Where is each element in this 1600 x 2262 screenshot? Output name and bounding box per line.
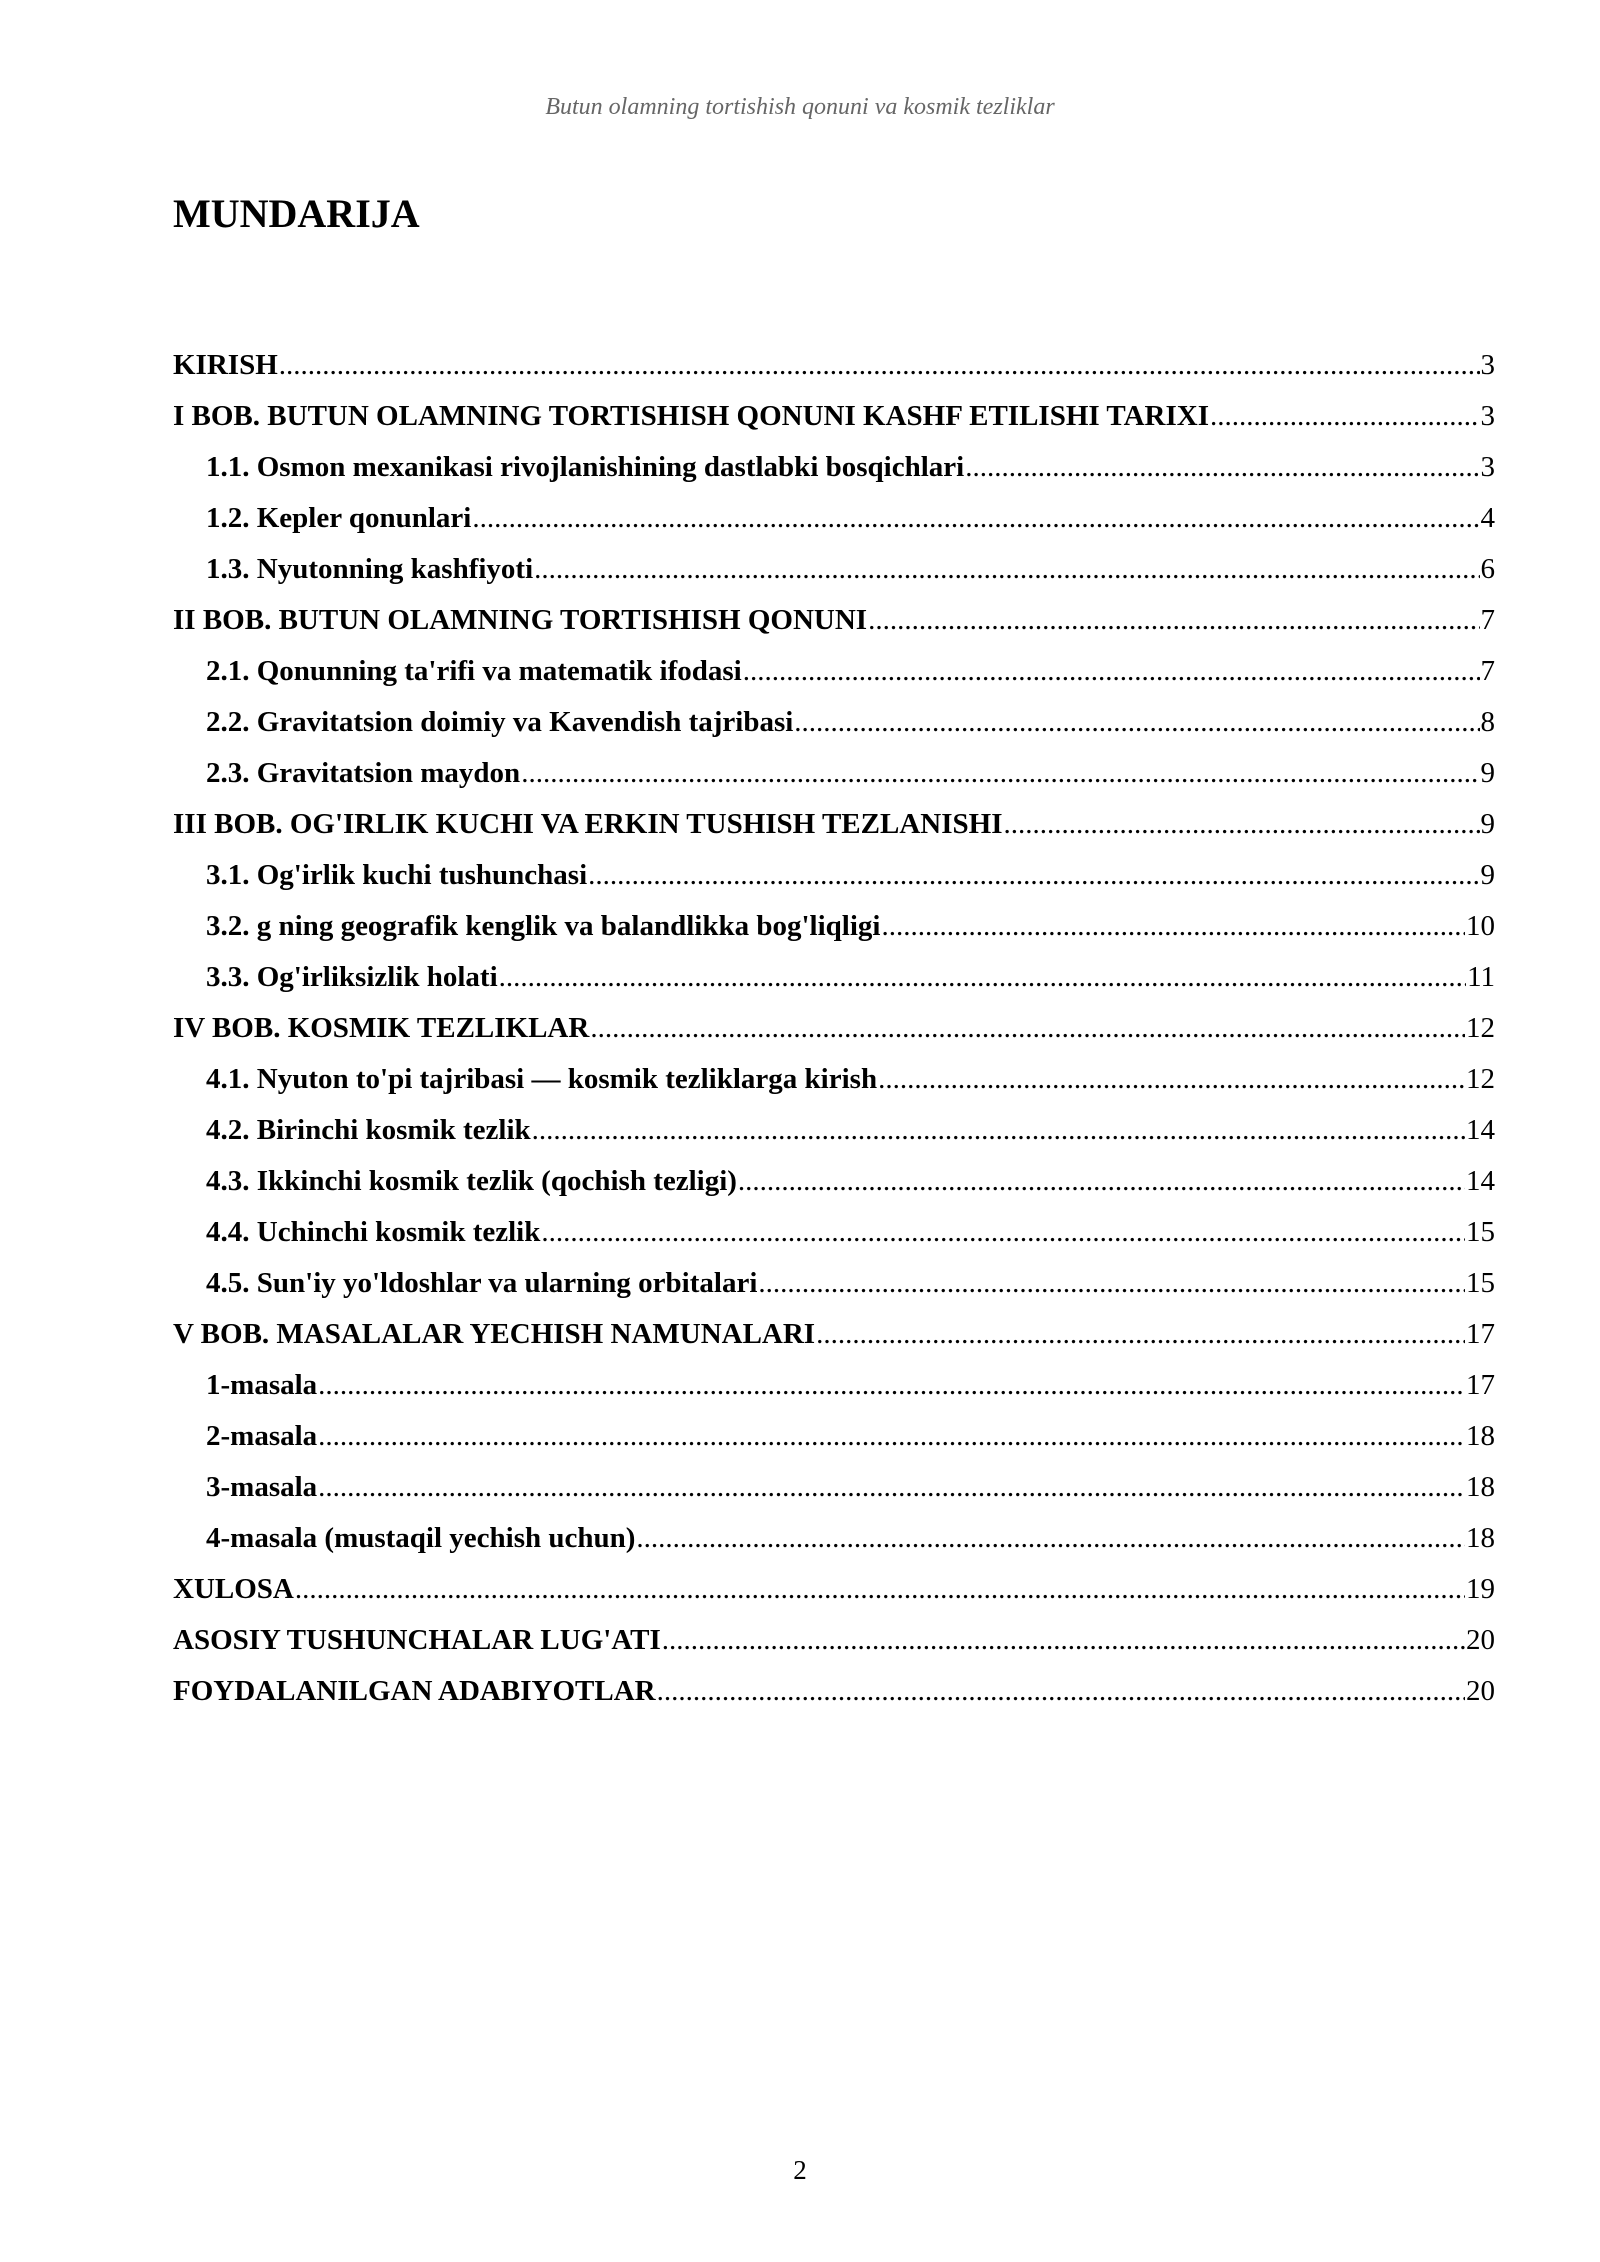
toc-entry-page: 7 [1480,655,1495,687]
toc-entry[interactable] [173,1097,1495,1148]
toc-dot-leader [1210,398,1480,434]
toc-entry-title: 2.2. Gravitatsion doimiy va Kavendish tajribasi [206,706,794,738]
toc-entry[interactable] [173,1454,1495,1505]
toc-dot-leader [295,1571,1465,1607]
toc-entry-title: 4.1. Nyuton to'pi tajribasi — kosmik tezliklarga kirish [206,1063,878,1095]
table-of-contents [173,332,1495,1709]
toc-entry-title: ASOSIY TUSHUNCHALAR LUG'ATI [173,1624,661,1656]
toc-entry[interactable] [173,995,1495,1046]
toc-entry-title: FOYDALANILGAN ADABIYOTLAR [173,1675,656,1707]
toc-entry-title: III BOB. OG'IRLIK KUCHI VA ERKIN TUSHISH TEZLANISHI [173,808,1003,840]
toc-entry-page: 17 [1466,1318,1495,1350]
toc-entry-title: 2-masala [206,1420,318,1452]
toc-entry[interactable] [173,1250,1495,1301]
toc-dot-leader [279,347,1480,383]
toc-entry[interactable] [173,1148,1495,1199]
toc-entry-page: 18 [1466,1522,1495,1554]
toc-dot-leader [521,755,1479,791]
toc-entry-page: 20 [1466,1624,1495,1656]
toc-dot-leader [1003,806,1479,842]
toc-entry-page: 9 [1480,859,1495,891]
toc-dot-leader [318,1469,1465,1505]
toc-entry-page: 14 [1466,1165,1495,1197]
toc-entry-page: 18 [1466,1471,1495,1503]
toc-entry-page: 14 [1466,1114,1495,1146]
toc-entry-page: 3 [1480,349,1495,381]
toc-entry-page: 6 [1480,553,1495,585]
running-header: Butun olamning tortishish qonuni va kosmik tezliklar [545,94,1055,120]
toc-entry-page: 3 [1480,451,1495,483]
toc-entry-page: 9 [1480,757,1495,789]
toc-entry[interactable] [173,1505,1495,1556]
toc-entry[interactable] [173,1301,1495,1352]
toc-entry-title: 3.2. g ning geografik kenglik va balandlikka bog'liqligi [206,910,881,942]
toc-dot-leader [881,908,1465,944]
toc-dot-leader [590,1010,1465,1046]
toc-dot-leader [868,602,1479,638]
toc-dot-leader [541,1214,1465,1250]
toc-dot-leader [472,500,1479,536]
toc-dot-leader [318,1418,1465,1454]
toc-entry-page: 10 [1466,910,1495,942]
toc-entry-page: 12 [1466,1012,1495,1044]
toc-entry-page: 15 [1466,1216,1495,1248]
toc-dot-leader [534,551,1479,587]
toc-entry-title: 4.2. Birinchi kosmik tezlik [206,1114,531,1146]
toc-entry[interactable] [173,791,1495,842]
toc-entry[interactable] [173,1199,1495,1250]
toc-entry-page: 9 [1480,808,1495,840]
toc-entry-title: 3.1. Og'irlik kuchi tushunchasi [206,859,588,891]
toc-entry[interactable] [173,1046,1495,1097]
toc-entry-title: KIRISH [173,349,278,381]
toc-entry[interactable] [173,434,1495,485]
toc-dot-leader [657,1673,1465,1709]
toc-entry[interactable] [173,944,1495,995]
toc-entry-page: 4 [1480,502,1495,534]
toc-entry[interactable] [173,638,1495,689]
toc-dot-leader [758,1265,1465,1301]
toc-entry[interactable] [173,1607,1495,1658]
toc-entry-title: 1.3. Nyutonning kashfiyoti [206,553,534,585]
toc-entry-page: 15 [1466,1267,1495,1299]
toc-entry[interactable] [173,893,1495,944]
toc-entry[interactable] [173,536,1495,587]
toc-entry[interactable] [173,740,1495,791]
toc-dot-leader [816,1316,1465,1352]
toc-entry[interactable] [173,332,1495,383]
toc-dot-leader [662,1622,1465,1658]
toc-entry-title: 3.3. Og'irliksizlik holati [206,961,498,993]
toc-entry-title: 4.3. Ikkinchi kosmik tezlik (qochish tezligi) [206,1165,737,1197]
toc-entry[interactable] [173,587,1495,638]
toc-entry[interactable] [173,1352,1495,1403]
page-number: 2 [793,2155,807,2185]
toc-entry[interactable] [173,1556,1495,1607]
toc-dot-leader [965,449,1479,485]
toc-entry[interactable] [173,1403,1495,1454]
toc-entry-page: 17 [1466,1369,1495,1401]
toc-entry-title: 1-masala [206,1369,318,1401]
toc-entry-page: 12 [1466,1063,1495,1095]
toc-entry-title: 4.5. Sun'iy yo'ldoshlar va ularning orbitalari [206,1267,758,1299]
toc-dot-leader [738,1163,1465,1199]
toc-entry-title: 1.1. Osmon mexanikasi rivojlanishining dastlabki bosqichlari [206,451,965,483]
toc-dot-leader [588,857,1479,893]
toc-entry[interactable] [173,1658,1495,1709]
toc-entry-title: 2.3. Gravitatsion maydon [206,757,521,789]
toc-entry-page: 7 [1480,604,1495,636]
toc-title: MUNDARIJA [173,191,420,236]
toc-entry-page: 20 [1466,1675,1495,1707]
toc-entry-title: 2.1. Qonunning ta'rifi va matematik ifodasi [206,655,742,687]
toc-entry-title: I BOB. BUTUN OLAMNING TORTISHISH QONUNI KASHF ETILISHI TARIXI [173,400,1209,432]
toc-dot-leader [743,653,1480,689]
toc-entry-page: 18 [1466,1420,1495,1452]
toc-entry[interactable] [173,689,1495,740]
toc-entry-title: II BOB. BUTUN OLAMNING TORTISHISH QONUNI [173,604,868,636]
toc-entry-page: 11 [1467,961,1495,993]
toc-entry-page: 3 [1480,400,1495,432]
toc-entry[interactable] [173,485,1495,536]
toc-dot-leader [532,1112,1465,1148]
toc-entry-title: IV BOB. KOSMIK TEZLIKLAR [173,1012,590,1044]
toc-dot-leader [878,1061,1465,1097]
toc-entry-page: 8 [1480,706,1495,738]
toc-entry[interactable] [173,842,1495,893]
toc-entry[interactable] [173,383,1495,434]
toc-entry-title: 1.2. Kepler qonunlari [206,502,472,534]
toc-entry-title: 3-masala [206,1471,318,1503]
toc-dot-leader [794,704,1479,740]
toc-dot-leader [318,1367,1465,1403]
toc-entry-page: 19 [1466,1573,1495,1605]
toc-dot-leader [499,959,1466,995]
toc-entry-title: 4-masala (mustaqil yechish uchun) [206,1522,636,1554]
toc-entry-title: V BOB. MASALALAR YECHISH NAMUNALARI [173,1318,816,1350]
toc-dot-leader [636,1520,1465,1556]
toc-entry-title: 4.4. Uchinchi kosmik tezlik [206,1216,541,1248]
toc-entry-title: XULOSA [173,1573,294,1605]
